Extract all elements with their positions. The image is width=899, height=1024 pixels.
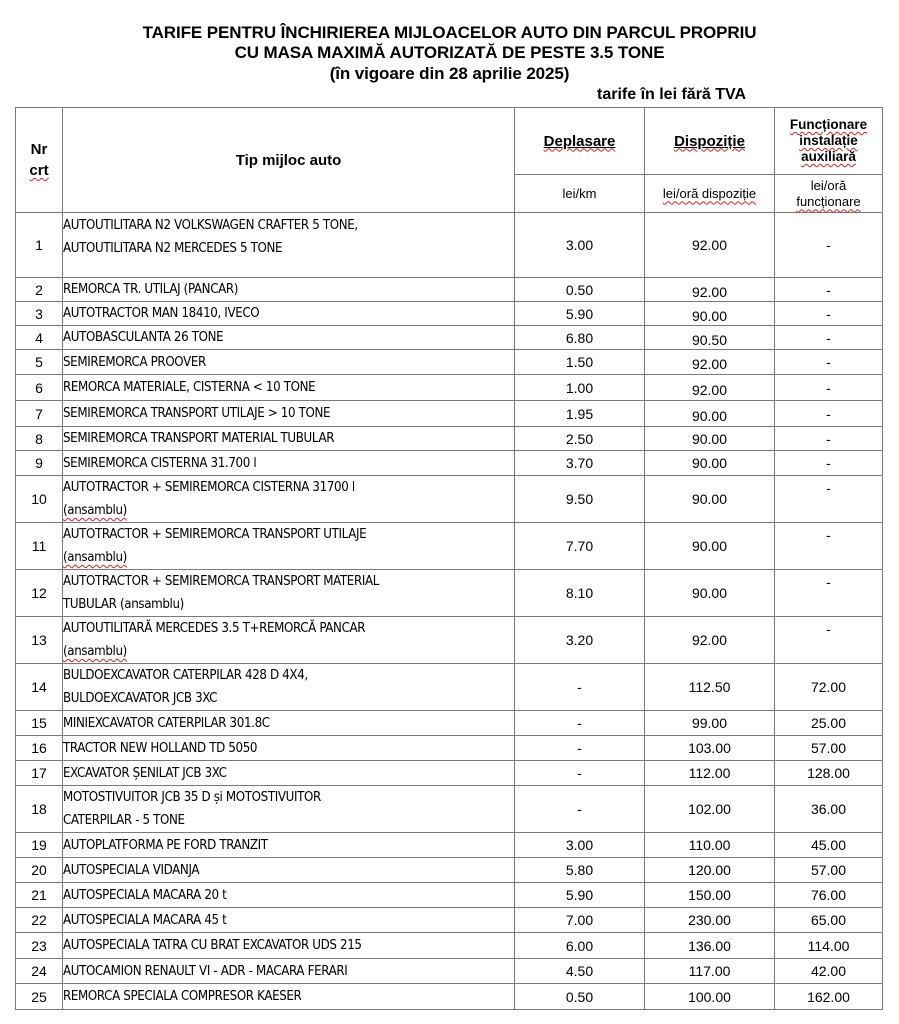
cell-dispozitie: 90.00 [645, 570, 775, 617]
table-row [16, 476, 883, 523]
cell-tip [63, 523, 515, 570]
cell-tip: EXCAVATOR ȘENILAT JCB 3XC [63, 761, 515, 786]
currency-note: tarife în lei fără TVA [597, 86, 747, 103]
header-nr-crt [16, 108, 63, 213]
cell-tip: SEMIREMORCA PROOVER [63, 350, 515, 375]
cell-dispozitie: 120.00 [645, 858, 775, 883]
cell-nr: 17 [16, 761, 63, 786]
table-row [16, 302, 883, 326]
table-row [16, 570, 883, 617]
document-title-line-1: TARIFE PENTRU ÎNCHIRIEREA MIJLOACELOR AUTO DIN PARCUL PROPRIU [142, 23, 757, 42]
cell-deplasare: 5.90 [515, 302, 645, 326]
table-row [16, 350, 883, 375]
cell-deplasare: 0.50 [515, 278, 645, 302]
cell-dispozitie: 99.00 [645, 711, 775, 736]
table-row [16, 375, 883, 401]
cell-deplasare: - [515, 736, 645, 761]
cell-deplasare: 6.80 [515, 326, 645, 350]
cell-functionare: 57.00 [775, 858, 883, 883]
cell-tip-line-1: MOTOSTIVUITOR JCB 35 D și MOTOSTIVUITOR [63, 790, 321, 805]
table-row [16, 278, 883, 302]
cell-nr: 24 [16, 959, 63, 984]
cell-tip: SEMIREMORCA TRANSPORT UTILAJE > 10 TONE [63, 401, 515, 427]
cell-nr: 9 [16, 451, 63, 476]
table-row [16, 711, 883, 736]
cell-tip: SEMIREMORCA CISTERNA 31.700 l [63, 451, 515, 476]
cell-tip: AUTOSPECIALA MACARA 45 t [63, 908, 515, 933]
header-functionare-line-3: auxiliară [801, 149, 856, 164]
cell-nr: 4 [16, 326, 63, 350]
table-row [16, 617, 883, 664]
cell-dispozitie: 102.00 [645, 786, 775, 833]
cell-functionare: - [775, 213, 883, 278]
cell-tip [63, 664, 515, 711]
cell-functionare: 162.00 [775, 984, 883, 1010]
cell-tip-line-1: AUTOUTILITARA N2 VOLKSWAGEN CRAFTER 5 TONE, [63, 218, 358, 233]
cell-deplasare: 1.95 [515, 401, 645, 427]
cell-deplasare: - [515, 664, 645, 711]
cell-tip [63, 476, 515, 523]
cell-nr: 15 [16, 711, 63, 736]
unit-dispozitie [645, 175, 775, 213]
table-row [16, 427, 883, 451]
cell-nr: 25 [16, 984, 63, 1010]
cell-tip: TRACTOR NEW HOLLAND TD 5050 [63, 736, 515, 761]
cell-tip-line-2: (ansamblu) [63, 503, 127, 518]
cell-functionare: - [775, 326, 883, 350]
cell-tip: AUTOCAMION RENAULT VI - ADR - MACARA FERARI [63, 959, 515, 984]
cell-dispozitie: 112.00 [645, 761, 775, 786]
cell-dispozitie: 100.00 [645, 984, 775, 1010]
cell-tip-line-2: CATERPILAR - 5 TONE [63, 813, 185, 828]
cell-dispozitie: 103.00 [645, 736, 775, 761]
cell-nr: 23 [16, 933, 63, 959]
cell-functionare: 25.00 [775, 711, 883, 736]
unit-functionare [775, 175, 883, 213]
cell-functionare: 114.00 [775, 933, 883, 959]
cell-dispozitie: 112.50 [645, 664, 775, 711]
table-row [16, 933, 883, 959]
cell-dispozitie: 92.00 [645, 350, 775, 375]
cell-dispozitie: 92.00 [645, 213, 775, 278]
table-row [16, 908, 883, 933]
cell-deplasare: 7.70 [515, 523, 645, 570]
cell-tip-line-1: BULDOEXCAVATOR CATERPILAR 428 D 4X4, [63, 668, 308, 683]
cell-deplasare: 1.50 [515, 350, 645, 375]
cell-tip-line-2: TUBULAR (ansamblu) [63, 597, 184, 612]
cell-nr: 13 [16, 617, 63, 664]
unit-functionare-line-2: funcționare [796, 193, 861, 209]
cell-functionare: 76.00 [775, 883, 883, 908]
table-row [16, 883, 883, 908]
cell-tip [63, 786, 515, 833]
cell-nr: 14 [16, 664, 63, 711]
cell-dispozitie: 90.00 [645, 523, 775, 570]
table-row [16, 833, 883, 858]
cell-nr: 20 [16, 858, 63, 883]
table-row [16, 959, 883, 984]
cell-deplasare: 2.50 [515, 427, 645, 451]
cell-dispozitie: 92.00 [645, 617, 775, 664]
cell-dispozitie: 150.00 [645, 883, 775, 908]
table-row [16, 858, 883, 883]
cell-nr: 1 [16, 213, 63, 278]
cell-tip: AUTOSPECIALA MACARA 20 t [63, 883, 515, 908]
cell-functionare: - [775, 350, 883, 375]
cell-functionare: - [775, 451, 883, 476]
cell-tip: REMORCA MATERIALE, CISTERNA < 10 TONE [63, 375, 515, 401]
table-row [16, 761, 883, 786]
unit-deplasare: lei/km [515, 175, 645, 213]
cell-nr: 5 [16, 350, 63, 375]
cell-dispozitie: 92.00 [645, 375, 775, 401]
cell-functionare: - [775, 375, 883, 401]
cell-deplasare: 0.50 [515, 984, 645, 1010]
cell-tip: SEMIREMORCA TRANSPORT MATERIAL TUBULAR [63, 427, 515, 451]
table-row [16, 736, 883, 761]
cell-nr: 7 [16, 401, 63, 427]
cell-deplasare: 5.80 [515, 858, 645, 883]
cell-tip-line-2: (ansamblu) [63, 550, 127, 565]
header-row [16, 108, 883, 175]
document-title-line-3: (în vigoare din 28 aprilie 2025) [329, 64, 570, 83]
cell-nr: 22 [16, 908, 63, 933]
table-row [16, 664, 883, 711]
cell-tip [63, 570, 515, 617]
cell-tip: AUTOSPECIALA TATRA CU BRAT EXCAVATOR UDS 215 [63, 933, 515, 959]
cell-deplasare: 3.00 [515, 213, 645, 278]
cell-dispozitie: 90.00 [645, 427, 775, 451]
cell-dispozitie: 90.00 [645, 302, 775, 326]
cell-dispozitie: 136.00 [645, 933, 775, 959]
table-row [16, 984, 883, 1010]
cell-deplasare: 3.20 [515, 617, 645, 664]
cell-functionare: 128.00 [775, 761, 883, 786]
cell-functionare: - [775, 523, 883, 570]
cell-tip-line-1: AUTOTRACTOR + SEMIREMORCA CISTERNA 31700 l [63, 480, 355, 495]
cell-tip [63, 617, 515, 664]
header-dispozitie-label: Dispoziție [674, 132, 745, 150]
table-row [16, 786, 883, 833]
header-functionare-line-1: Funcționare [789, 117, 868, 132]
cell-deplasare: 3.00 [515, 833, 645, 858]
table-row [16, 213, 883, 278]
cell-tip: AUTOTRACTOR MAN 18410, IVECO [63, 302, 515, 326]
header-dispozitie [645, 108, 775, 175]
cell-deplasare: 5.90 [515, 883, 645, 908]
cell-deplasare: 7.00 [515, 908, 645, 933]
cell-functionare: - [775, 278, 883, 302]
cell-dispozitie: 230.00 [645, 908, 775, 933]
cell-tip-line-1: AUTOUTILITARĂ MERCEDES 3.5 T+REMORCĂ PANCAR [63, 621, 366, 636]
table-row [16, 523, 883, 570]
cell-dispozitie: 90.00 [645, 451, 775, 476]
cell-dispozitie: 110.00 [645, 833, 775, 858]
cell-functionare: 57.00 [775, 736, 883, 761]
header-functionare [775, 108, 883, 175]
cell-nr: 11 [16, 523, 63, 570]
table-row [16, 401, 883, 427]
cell-tip: AUTOPLATFORMA PE FORD TRANZIT [63, 833, 515, 858]
cell-tip-line-1: AUTOTRACTOR + SEMIREMORCA TRANSPORT MATERIAL [63, 574, 380, 589]
cell-deplasare: - [515, 761, 645, 786]
header-functionare-line-2: instalație [799, 133, 858, 148]
cell-deplasare: 3.70 [515, 451, 645, 476]
cell-functionare: - [775, 427, 883, 451]
cell-dispozitie: 90.00 [645, 476, 775, 523]
cell-tip: REMORCA SPECIALA COMPRESOR KAESER [63, 984, 515, 1010]
cell-functionare: - [775, 617, 883, 664]
cell-deplasare: - [515, 786, 645, 833]
cell-tip-line-2: (ansamblu) [63, 644, 127, 659]
cell-deplasare: - [515, 711, 645, 736]
header-deplasare [515, 108, 645, 175]
cell-functionare: - [775, 476, 883, 523]
cell-nr: 19 [16, 833, 63, 858]
cell-nr: 3 [16, 302, 63, 326]
cell-nr: 16 [16, 736, 63, 761]
header-deplasare-label: Deplasare [543, 132, 616, 150]
cell-tip: AUTOBASCULANTA 26 TONE [63, 326, 515, 350]
cell-dispozitie: 92.00 [645, 278, 775, 302]
cell-functionare: 65.00 [775, 908, 883, 933]
cell-nr: 18 [16, 786, 63, 833]
cell-tip: REMORCA TR. UTILAJ (PANCAR) [63, 278, 515, 302]
cell-functionare: 36.00 [775, 786, 883, 833]
cell-tip-line-2: BULDOEXCAVATOR JCB 3XC [63, 691, 218, 706]
document-title-line-2: CU MASA MAXIMĂ AUTORIZATĂ DE PESTE 3.5 TONE [234, 43, 665, 62]
cell-nr: 21 [16, 883, 63, 908]
cell-dispozitie: 90.00 [645, 401, 775, 427]
table-row [16, 451, 883, 476]
header-nr: Nr [30, 141, 48, 158]
cell-deplasare: 4.50 [515, 959, 645, 984]
cell-nr: 2 [16, 278, 63, 302]
cell-deplasare: 8.10 [515, 570, 645, 617]
cell-tip-line-2: AUTOUTILITARA N2 MERCEDES 5 TONE [63, 241, 283, 256]
cell-dispozitie: 90.50 [645, 326, 775, 350]
cell-deplasare: 6.00 [515, 933, 645, 959]
cell-nr: 6 [16, 375, 63, 401]
table-row [16, 326, 883, 350]
cell-tip-line-1: AUTOTRACTOR + SEMIREMORCA TRANSPORT UTILAJE [63, 527, 367, 542]
cell-tip [63, 213, 515, 278]
unit-functionare-line-1: lei/oră [810, 177, 847, 193]
cell-nr: 8 [16, 427, 63, 451]
cell-tip: AUTOSPECIALA VIDANJA [63, 858, 515, 883]
cell-deplasare: 1.00 [515, 375, 645, 401]
cell-deplasare: 9.50 [515, 476, 645, 523]
cell-functionare: - [775, 570, 883, 617]
cell-dispozitie: 117.00 [645, 959, 775, 984]
cell-nr: 12 [16, 570, 63, 617]
unit-dispozitie-label: lei/oră dispoziție [662, 185, 757, 201]
header-tip-mijloc-auto: Tip mijloc auto [63, 108, 515, 213]
tariff-table [15, 107, 883, 1010]
cell-functionare: - [775, 401, 883, 427]
cell-functionare: 72.00 [775, 664, 883, 711]
cell-functionare: 42.00 [775, 959, 883, 984]
cell-nr: 10 [16, 476, 63, 523]
header-crt: crt [29, 162, 49, 179]
cell-tip: MINIEXCAVATOR CATERPILAR 301.8C [63, 711, 515, 736]
cell-functionare: 45.00 [775, 833, 883, 858]
cell-functionare: - [775, 302, 883, 326]
